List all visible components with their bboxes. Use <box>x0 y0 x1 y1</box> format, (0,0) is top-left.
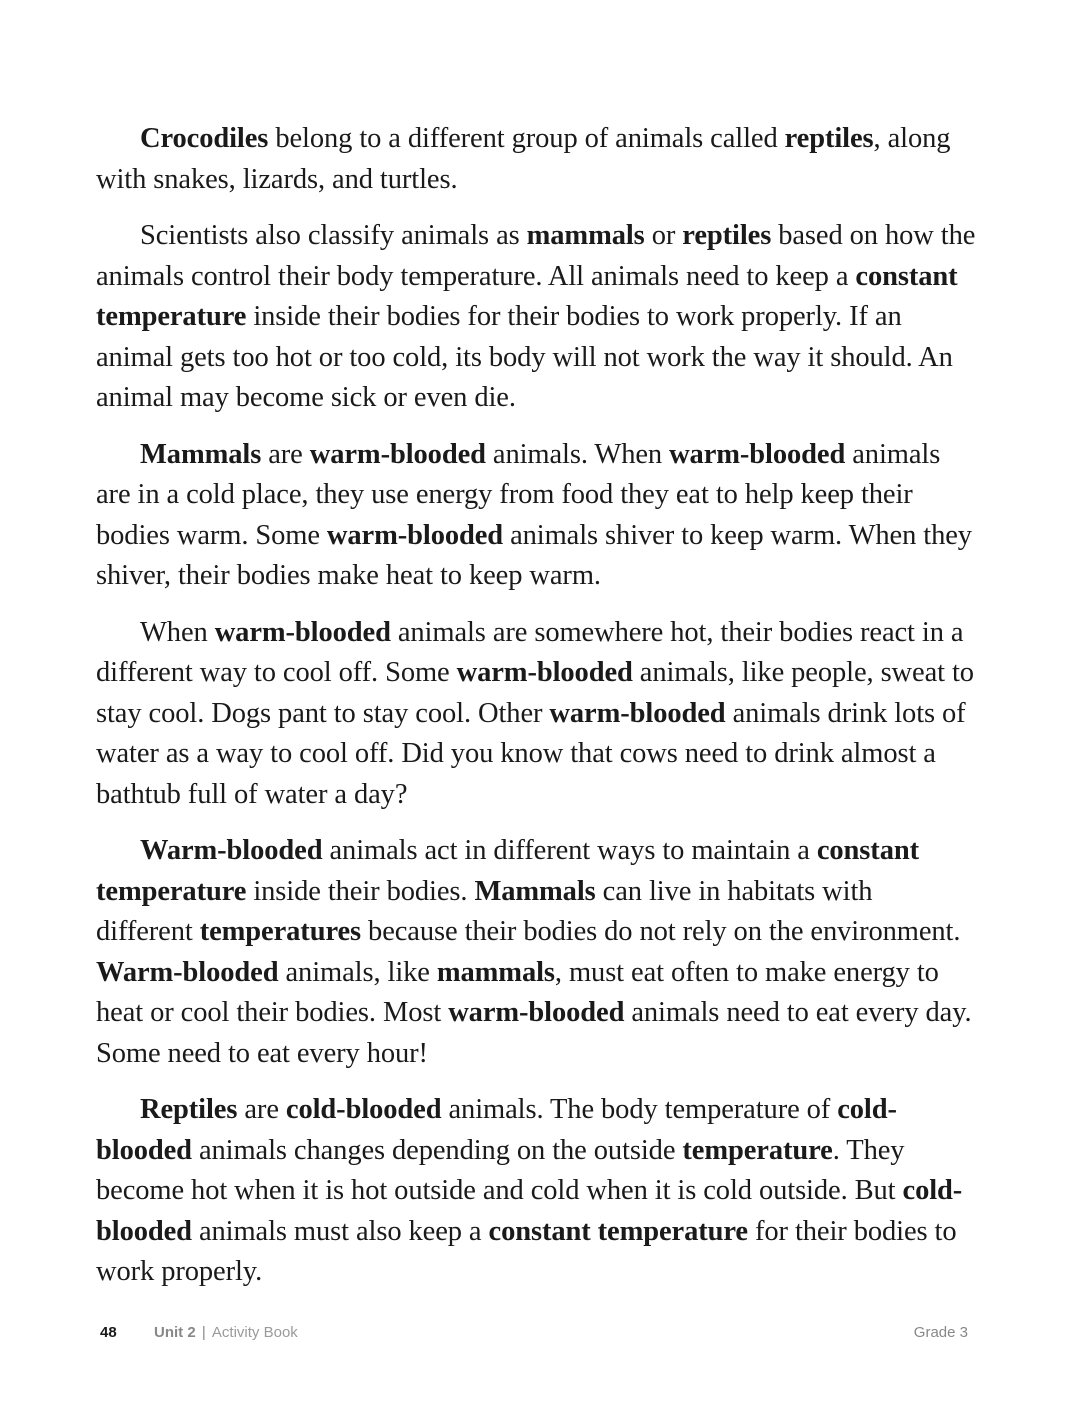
vocabulary-term: Mammals <box>140 438 262 470</box>
paragraph: Scientists also classify animals as mammals or reptiles based on how the animals control their body temperature. All animals need to keep a constant temperature inside their bodies for their bodies to work properly. If an animal gets too hot or too cold, its body will not work the way it should. An animal may become sick or even die. <box>96 220 976 413</box>
grade-label: Grade 3 <box>913 1324 968 1341</box>
vocabulary-term: temperatures <box>199 916 362 947</box>
vocabulary-term: cold-blooded <box>96 1094 897 1166</box>
paragraph: Warm-blooded animals act in different ways to maintain a constant temperature inside their bodies. Mammals can live in habitats with different temperatures because their bodies do not rely on the environment. Warm-blooded animals, like mammals, must eat often to make energy to heat or cool their bodies. Most warm-blooded animals need to eat every day. Some need to eat every hour! <box>96 835 972 1069</box>
paragraph: Crocodiles belong to a different group of animals called reptiles, along with snakes, lizards, and turtles. <box>96 123 951 195</box>
vocabulary-term: temperature <box>682 1134 833 1166</box>
vocabulary-term: warm-blooded <box>549 697 726 729</box>
vocabulary-term: mammals <box>436 956 555 988</box>
vocabulary-term: cold-blooded <box>285 1094 442 1125</box>
vocabulary-term: Mammals <box>474 875 596 907</box>
vocabulary-term: Crocodiles <box>140 123 269 154</box>
vocabulary-term: warm-blooded <box>326 519 504 551</box>
vocabulary-term: mammals <box>526 220 645 251</box>
vocabulary-term: warm-blooded <box>669 438 846 470</box>
book-title: Activity Book <box>211 1324 298 1341</box>
vocabulary-term: constant temperature <box>96 260 958 332</box>
page-footer <box>96 1324 968 1348</box>
vocabulary-term: Reptiles <box>140 1094 238 1125</box>
paragraph: When warm-blooded animals are somewhere hot, their bodies react in a different way to cool off. Some warm-blooded animals, like people, sweat to stay cool. Dogs pant to stay cool. Other warm-blooded animals drink lots of water as a way to cool off. Did you know that cows need to drink almost a bathtub full of water a day? <box>96 616 974 810</box>
vocabulary-term: warm-blooded <box>309 438 486 470</box>
footer-book-info <box>154 1324 298 1341</box>
vocabulary-term: warm-blooded <box>214 616 391 648</box>
paragraph: Mammals are warm-blooded animals. When warm-blooded animals are in a cold place, they use energy from food they eat to help keep their bodies warm. Some warm-blooded animals shiver to keep warm. When they shiver, their bodies make heat to keep warm. <box>96 438 972 591</box>
paragraph: Reptiles are cold-blooded animals. The body temperature of cold-blooded animals changes depending on the outside temperature. They become hot when it is hot outside and cold when it is cold outside. But cold-blooded animals must also keep a constant temperature for their bodies to work properly. <box>96 1094 963 1287</box>
vocabulary-term: Warm-blooded <box>140 835 323 866</box>
vocabulary-term: warm-blooded <box>456 657 633 688</box>
page-number: 48 <box>100 1324 117 1341</box>
vocabulary-term: cold-blooded <box>96 1175 963 1247</box>
page-body <box>96 119 976 1309</box>
footer-separator: | <box>201 1324 206 1341</box>
vocabulary-term: constant temperature <box>96 835 919 907</box>
vocabulary-term: reptiles <box>682 220 772 251</box>
vocabulary-term: reptiles <box>784 123 874 154</box>
vocabulary-term: Warm-blooded <box>96 956 279 988</box>
vocabulary-term: warm-blooded <box>448 997 625 1028</box>
vocabulary-term: constant temperature <box>488 1215 748 1247</box>
unit-label: Unit 2 <box>154 1324 196 1341</box>
